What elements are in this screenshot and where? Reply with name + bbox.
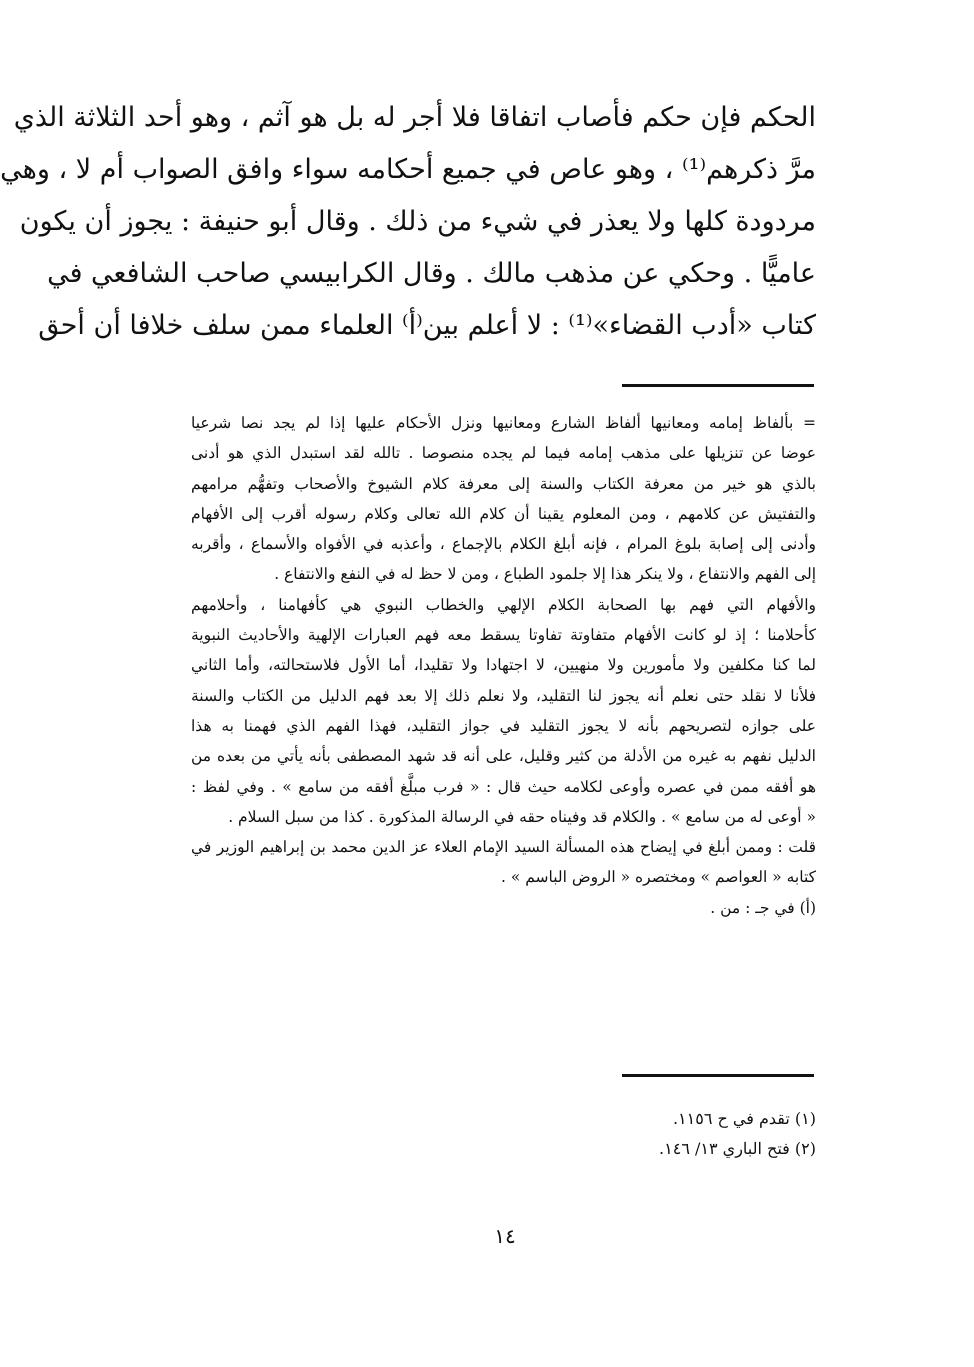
note-line: = بألفاظ إمامه ومعانيها ألفاظ الشارع ومعانيها ونزل الأحكام عليها إذا لم يجد نصا شرعيا: [191, 414, 816, 432]
footnotes-divider: [622, 1074, 814, 1077]
note-line: بالذي هو خير من معرفة الكتاب والسنة إلى معرفة كلام الشيوخ والأصحاب وتفهُّم مرامهم: [191, 474, 816, 493]
variant-note: (أ) في جـ : من .: [710, 898, 816, 917]
continued-notes: [191, 408, 816, 923]
note-line: فلأنا لا نقلد حتى نعلم أنه يجوز لنا التقليد، ولا نعلم ذلك إلا بعد فهم الدليل من الكتاب والسنة: [191, 686, 816, 705]
main-text-line: الحكم فإن حكم فأصاب اتفاقا فلا أجر له بل هو آثم ، وهو أحد الثلاثة الذي: [13, 102, 816, 133]
main-text-line: عاميًّا . وحكي عن مذهب مالك . وقال الكرابيسي صاحب الشافعي في: [47, 258, 816, 289]
note-line: كأحلامنا ؛ إذ لو كانت الأفهام متفاوتة تفاوتا يسقط معه فهم العبارات الإلهية والأحاديث النبوية: [191, 626, 816, 645]
main-text-line: مرَّ ذكرهم⁽¹⁾ ، وهو عاص في جميع أحكامه سواء وافق الصواب أم لا ، وهي: [0, 154, 816, 185]
note-line: والأفهام التي فهم بها الصحابة الكلام الإلهي والخطاب النبوي هي كأفهامنا ، وأحلامهم: [191, 595, 816, 614]
notes-divider: [622, 384, 814, 387]
footnotes: [191, 1104, 816, 1164]
main-text: [0, 92, 816, 352]
note-line: الدليل نفهم به غيره من الأدلة من كثير وقليل، على أنه قد شهد المصطفى بأنه يأتي من بعده من: [191, 747, 816, 766]
footnote-2: (٢) فتح الباري ١٣/ ١٤٦.: [659, 1139, 816, 1158]
note-line: عوضا عن تنزيلها على مذهب إمامه فيما لم يجده منصوصا . تالله لقد استبدل الذي هو أدنى: [191, 444, 816, 463]
main-text-line: كتاب «أدب القضاء»⁽¹⁾ : لا أعلم بين⁽أ⁾ العلماء ممن سلف خلافا أن أحق: [38, 310, 816, 341]
note-line: لما كنا مكلفين ولا مأمورين ولا منهيين، لا اجتهادا ولا تقليدا، أما الأول فلاستحالته، وأما الثاني: [191, 656, 816, 675]
page-number: ١٤: [494, 1224, 516, 1248]
note-line: والتفتيش عن كلامهم ، ومن المعلوم يقينا أن كلام الله تعالى وكلام رسوله أقرب إلى الأفهام: [191, 504, 816, 523]
note-line: هو أفقه ممن في عصره وأوعى لكلامه حيث قال : « فرب مبلَّغ أفقه من سامع » . وفي لفظ :: [191, 777, 816, 796]
note-line: « أوعى له من سامع » . والكلام قد وفيناه حقه في الرسالة المذكورة . كذا من سبل السلام .: [228, 807, 816, 826]
note-line: قلت : وممن أبلغ في إيضاح هذه المسألة السيد الإمام العلاء عز الدين محمد بن إبراهيم الوزير في: [191, 838, 816, 857]
note-line: على جوازه لتصريحهم بأنه لا يجوز التقليد في جواز التقليد، فهذا الفهم الذي فهمنا به هذا: [191, 716, 816, 735]
footnote-1: (١) تقدم في ح ١١٥٦.: [672, 1109, 816, 1128]
note-line: إلى الفهم والانتفاع ، ولا ينكر هذا إلا جلمود الطباع ، ومن لا حظ له في النفع والانتفاع .: [274, 565, 816, 584]
main-text-line: مردودة كلها ولا يعذر في شيء من ذلك . وقال أبو حنيفة : يجوز أن يكون: [19, 206, 816, 237]
note-line: كتابه « العواصم » ومختصره « الروض الباسم » .: [500, 868, 816, 887]
note-line: وأدنى إلى إصابة بلوغ المرام ، فإنه أبلغ الكلام بالإجماع ، وأعذبه في الأفواه والأسماع ، وأقربه: [191, 535, 816, 554]
